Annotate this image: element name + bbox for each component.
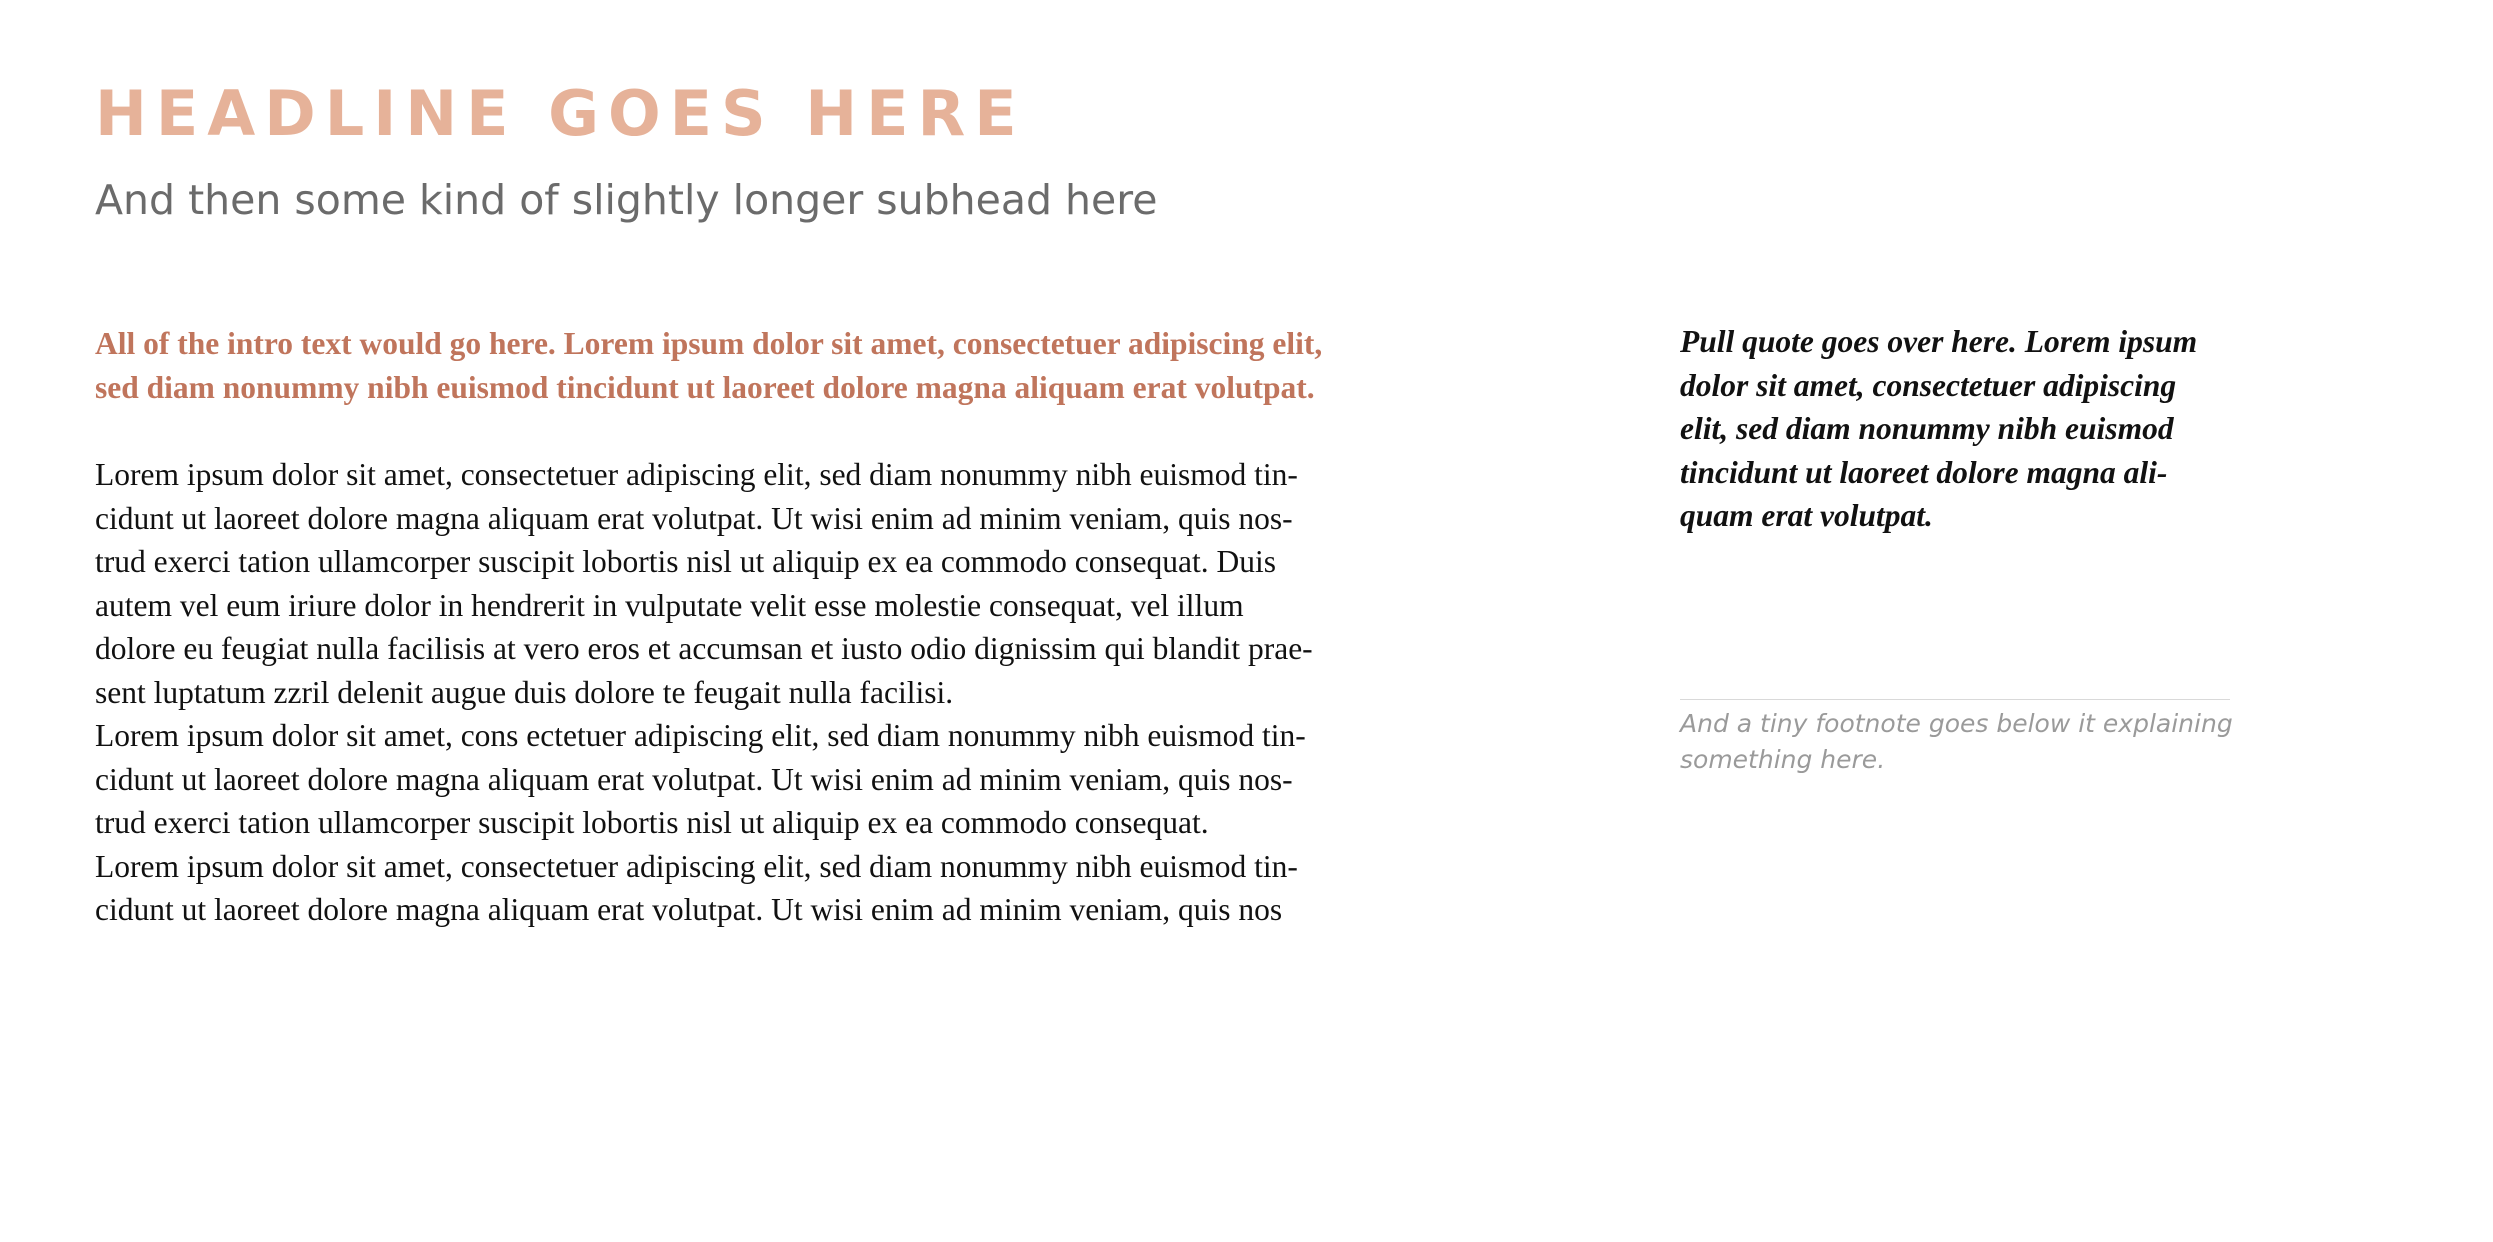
body-line: trud exerci tation ullamcorper suscipit lobortis nisl ut aliquip ex ea commodo consequat. bbox=[95, 805, 1209, 840]
headline: HEADLINE GOES HERE bbox=[95, 77, 1026, 150]
subhead: And then some kind of slightly longer subhead here bbox=[95, 176, 1158, 224]
pull-quote-line: Pull quote goes over here. Lorem ipsum bbox=[1680, 324, 2198, 359]
pull-quote-line: quam erat volutpat. bbox=[1680, 498, 1933, 533]
body-line: Lorem ipsum dolor sit amet, consectetuer adipiscing elit, sed diam nonummy nibh euismod tin- bbox=[95, 457, 1298, 492]
body-line: autem vel eum iriure dolor in hendrerit in vulputate velit esse molestie consequat, vel illum bbox=[95, 587, 1244, 623]
body-text bbox=[95, 453, 1515, 932]
main-column bbox=[95, 322, 1515, 932]
intro-line: All of the intro text would go here. Lorem ipsum dolor sit amet, consectetuer adipiscing elit, bbox=[95, 326, 1323, 361]
pull-quote-line: elit, sed diam nonummy nibh euismod bbox=[1680, 411, 2174, 446]
intro-text bbox=[95, 322, 1515, 409]
body-line: cidunt ut laoreet dolore magna aliquam erat volutpat. Ut wisi enim ad minim veniam, quis nos- bbox=[95, 500, 1293, 536]
body-line: trud exerci tation ullamcorper suscipit lobortis nisl ut aliquip ex ea commodo consequat. Duis bbox=[95, 544, 1276, 579]
body-line: cidunt ut laoreet dolore magna aliquam erat volutpat. Ut wisi enim ad minim veniam, quis nos bbox=[95, 892, 1283, 927]
footnote-line: something here. bbox=[1680, 745, 1886, 774]
footnote-line: And a tiny footnote goes below it explaining bbox=[1680, 709, 2233, 738]
pull-quote bbox=[1680, 320, 2230, 538]
pull-quote-line: tincidunt ut laoreet dolore magna ali- bbox=[1680, 454, 2168, 490]
footnote-divider bbox=[1680, 699, 2230, 700]
body-line: cidunt ut laoreet dolore magna aliquam erat volutpat. Ut wisi enim ad minim veniam, quis nos- bbox=[95, 761, 1293, 797]
intro-line: sed diam nonummy nibh euismod tincidunt ut laoreet dolore magna aliquam erat volutpat. bbox=[95, 369, 1315, 405]
body-line: Lorem ipsum dolor sit amet, consectetuer adipiscing elit, sed diam nonummy nibh euismod tin- bbox=[95, 848, 1298, 884]
body-line: dolore eu feugiat nulla facilisis at vero eros et accumsan et iusto odio dignissim qui blandit prae- bbox=[95, 631, 1313, 666]
body-line: Lorem ipsum dolor sit amet, cons ectetuer adipiscing elit, sed diam nonummy nibh euismod tin- bbox=[95, 718, 1306, 753]
sidebar-column bbox=[1680, 320, 2230, 538]
body-line: sent luptatum zzril delenit augue duis dolore te feugait nulla facilisi. bbox=[95, 674, 954, 710]
footnote bbox=[1680, 706, 2240, 778]
pull-quote-line: dolor sit amet, consectetuer adipiscing bbox=[1680, 367, 2177, 403]
